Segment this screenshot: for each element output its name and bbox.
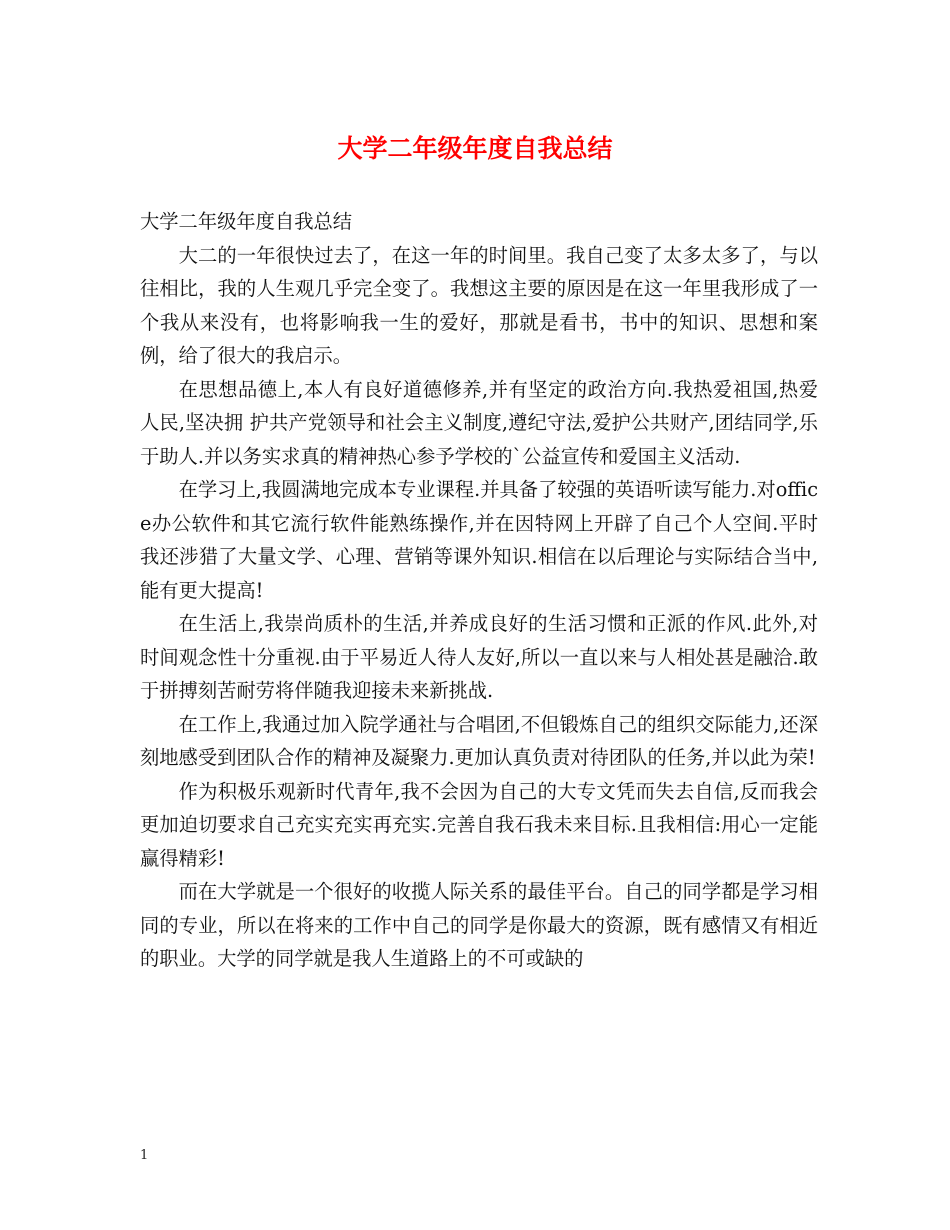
document-body	[140, 205, 818, 976]
paragraph-morality: 在思想品德上,本人有良好道德修养,并有坚定的政治方向.我热爱祖国,热爱人民,坚决拥 护共产党领导和社会主义制度,遵纪守法,爱护公共财产,团结同学,乐于助人.并以务实求真的精神热心参予学校的`公益宣传和爱国主义活动.	[140, 377, 818, 468]
page-number: 1	[140, 1148, 149, 1163]
document-title: 大学二年级年度自我总结	[337, 134, 613, 163]
paragraph-work: 在工作上,我通过加入院学通社与合唱团,不但锻炼自己的组织交际能力,还深刻地感受到团队合作的精神及凝聚力.更加认真负责对待团队的任务,并以此为荣!	[140, 712, 818, 769]
paragraph-classmates: 而在大学就是一个很好的收揽人际关系的最佳平台。自己的同学都是学习相同的专业，所以在将来的工作中自己的同学是你最大的资源，既有感情又有相近的职业。大学的同学就是我人生道路上的不可或缺的	[140, 880, 818, 970]
paragraph-life: 在生活上,我崇尚质朴的生活,并养成良好的生活习惯和正派的作风.此外,对时间观念性十分重视.由于平易近人待人友好,所以一直以来与人相处甚是融洽.敢于拼搏刻苦耐劳将伴随我迎接未来新挑战.	[140, 612, 818, 702]
document-subtitle: 大学二年级年度自我总结	[140, 210, 353, 233]
paragraph-confidence: 作为积极乐观新时代青年,我不会因为自己的大专文凭而失去自信,反而我会更加迫切要求自己充实充实再充实.完善自我石我未来目标.且我相信:用心一定能赢得精彩!	[140, 779, 818, 870]
paragraph-intro: 大二的一年很快过去了，在这一年的时间里。我自己变了太多太多了，与以往相比，我的人生观几乎完全变了。我想这主要的原因是在这一年里我形成了一个我从来没有，也将影响我一生的爱好，那就是看书，书中的知识、思想和案例，给了很大的我启示。	[140, 243, 818, 367]
paragraph-study: 在学习上,我圆满地完成本专业课程.并具备了较强的英语听读写能力.对office办公软件和其它流行软件能熟练操作,并在因特网上开辟了自己个人空间.平时我还涉猎了大量文学、心理、营销等课外知识.相信在以后理论与实际结合当中,能有更大提高!	[140, 478, 818, 602]
